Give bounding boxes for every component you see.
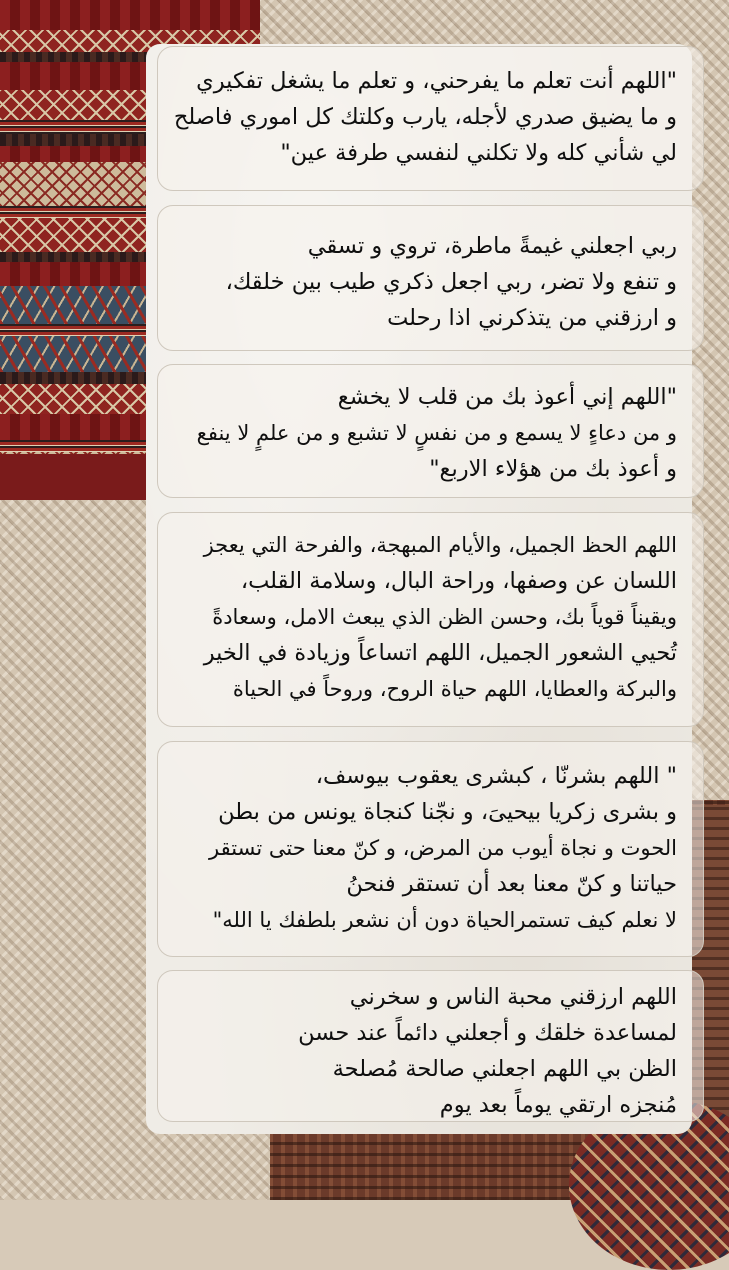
dua-card-2 — [157, 205, 704, 351]
dua-line: و ما يضيق صدري لأجله، يارب وكلتك كل اموري فاصلح — [173, 104, 677, 130]
dua-line: مُنجزه ارتقي يوماً بعد يوم — [439, 1092, 677, 1118]
dua-line: و تنفع ولا تضر، ربي اجعل ذكري طيب بين خلقك، — [225, 269, 677, 295]
dua-line: حياتنا و كنّ معنا بعد أن تستقر فنحنُ — [346, 871, 677, 897]
dua-card-3 — [157, 364, 704, 498]
dua-line: و بشرى زكريا بيحيىَ، و نجّنا كنجاة يونس من بطن — [218, 799, 677, 825]
dua-line: و أعوذ بك من هؤلاء الاربع" — [429, 456, 677, 482]
dua-card-4 — [157, 512, 704, 727]
dua-line: اللسان عن وصفها، وراحة البال، وسلامة القلب، — [240, 568, 677, 594]
dua-line: الحوت و نجاة أيوب من المرض، و كنّ معنا حتى تستقر — [209, 836, 677, 860]
dua-line: ويقيناً قوياً بك، وحسن الظن الذي يبعث الامل، وسعادةً — [212, 605, 677, 629]
dua-line: "اللهم أنت تعلم ما يفرحني، و تعلم ما يشغل تفكيري — [196, 68, 677, 94]
dua-line: لا نعلم كيف تستمرالحياة دون أن نشعر بلطفك يا الله" — [212, 908, 677, 932]
dua-line: الظن بي اللهم اجعلني صالحة مُصلحة — [332, 1056, 677, 1082]
dua-card-1 — [157, 46, 704, 191]
dua-line: ربي اجعلني غيمةً ماطرة، تروي و تسقي — [307, 233, 677, 259]
dua-line: و ارزقني من يتذكرني اذا رحلت — [387, 305, 677, 331]
dua-line: " اللهم بشرنّا ، كبشرى يعقوب بيوسف، — [315, 763, 677, 789]
dua-line: تُحيي الشعور الجميل، اللهم اتساعاً وزيادة في الخير — [203, 640, 677, 666]
dua-card-5 — [157, 741, 704, 957]
dua-card-6 — [157, 970, 704, 1122]
dua-line: "اللهم إني أعوذ بك من قلب لا يخشع — [337, 384, 677, 410]
dua-line: و من دعاءٍ لا يسمع و من نفسٍ لا تشبع و من علمٍ لا ينفع — [196, 421, 677, 445]
dua-line: لي شأني كله ولا تكلني لنفسي طرفة عين" — [280, 140, 677, 166]
dua-line: اللهم الحظ الجميل، والأيام المبهجة، والفرحة التي يعجز — [203, 533, 677, 557]
dua-line: والبركة والعطايا، اللهم حياة الروح، وروحاً في الحياة — [232, 677, 677, 701]
dua-line: لمساعدة خلقك و أجعلني دائماً عند حسن — [298, 1020, 677, 1046]
dua-line: اللهم ارزقني محبة الناس و سخرني — [349, 984, 677, 1010]
